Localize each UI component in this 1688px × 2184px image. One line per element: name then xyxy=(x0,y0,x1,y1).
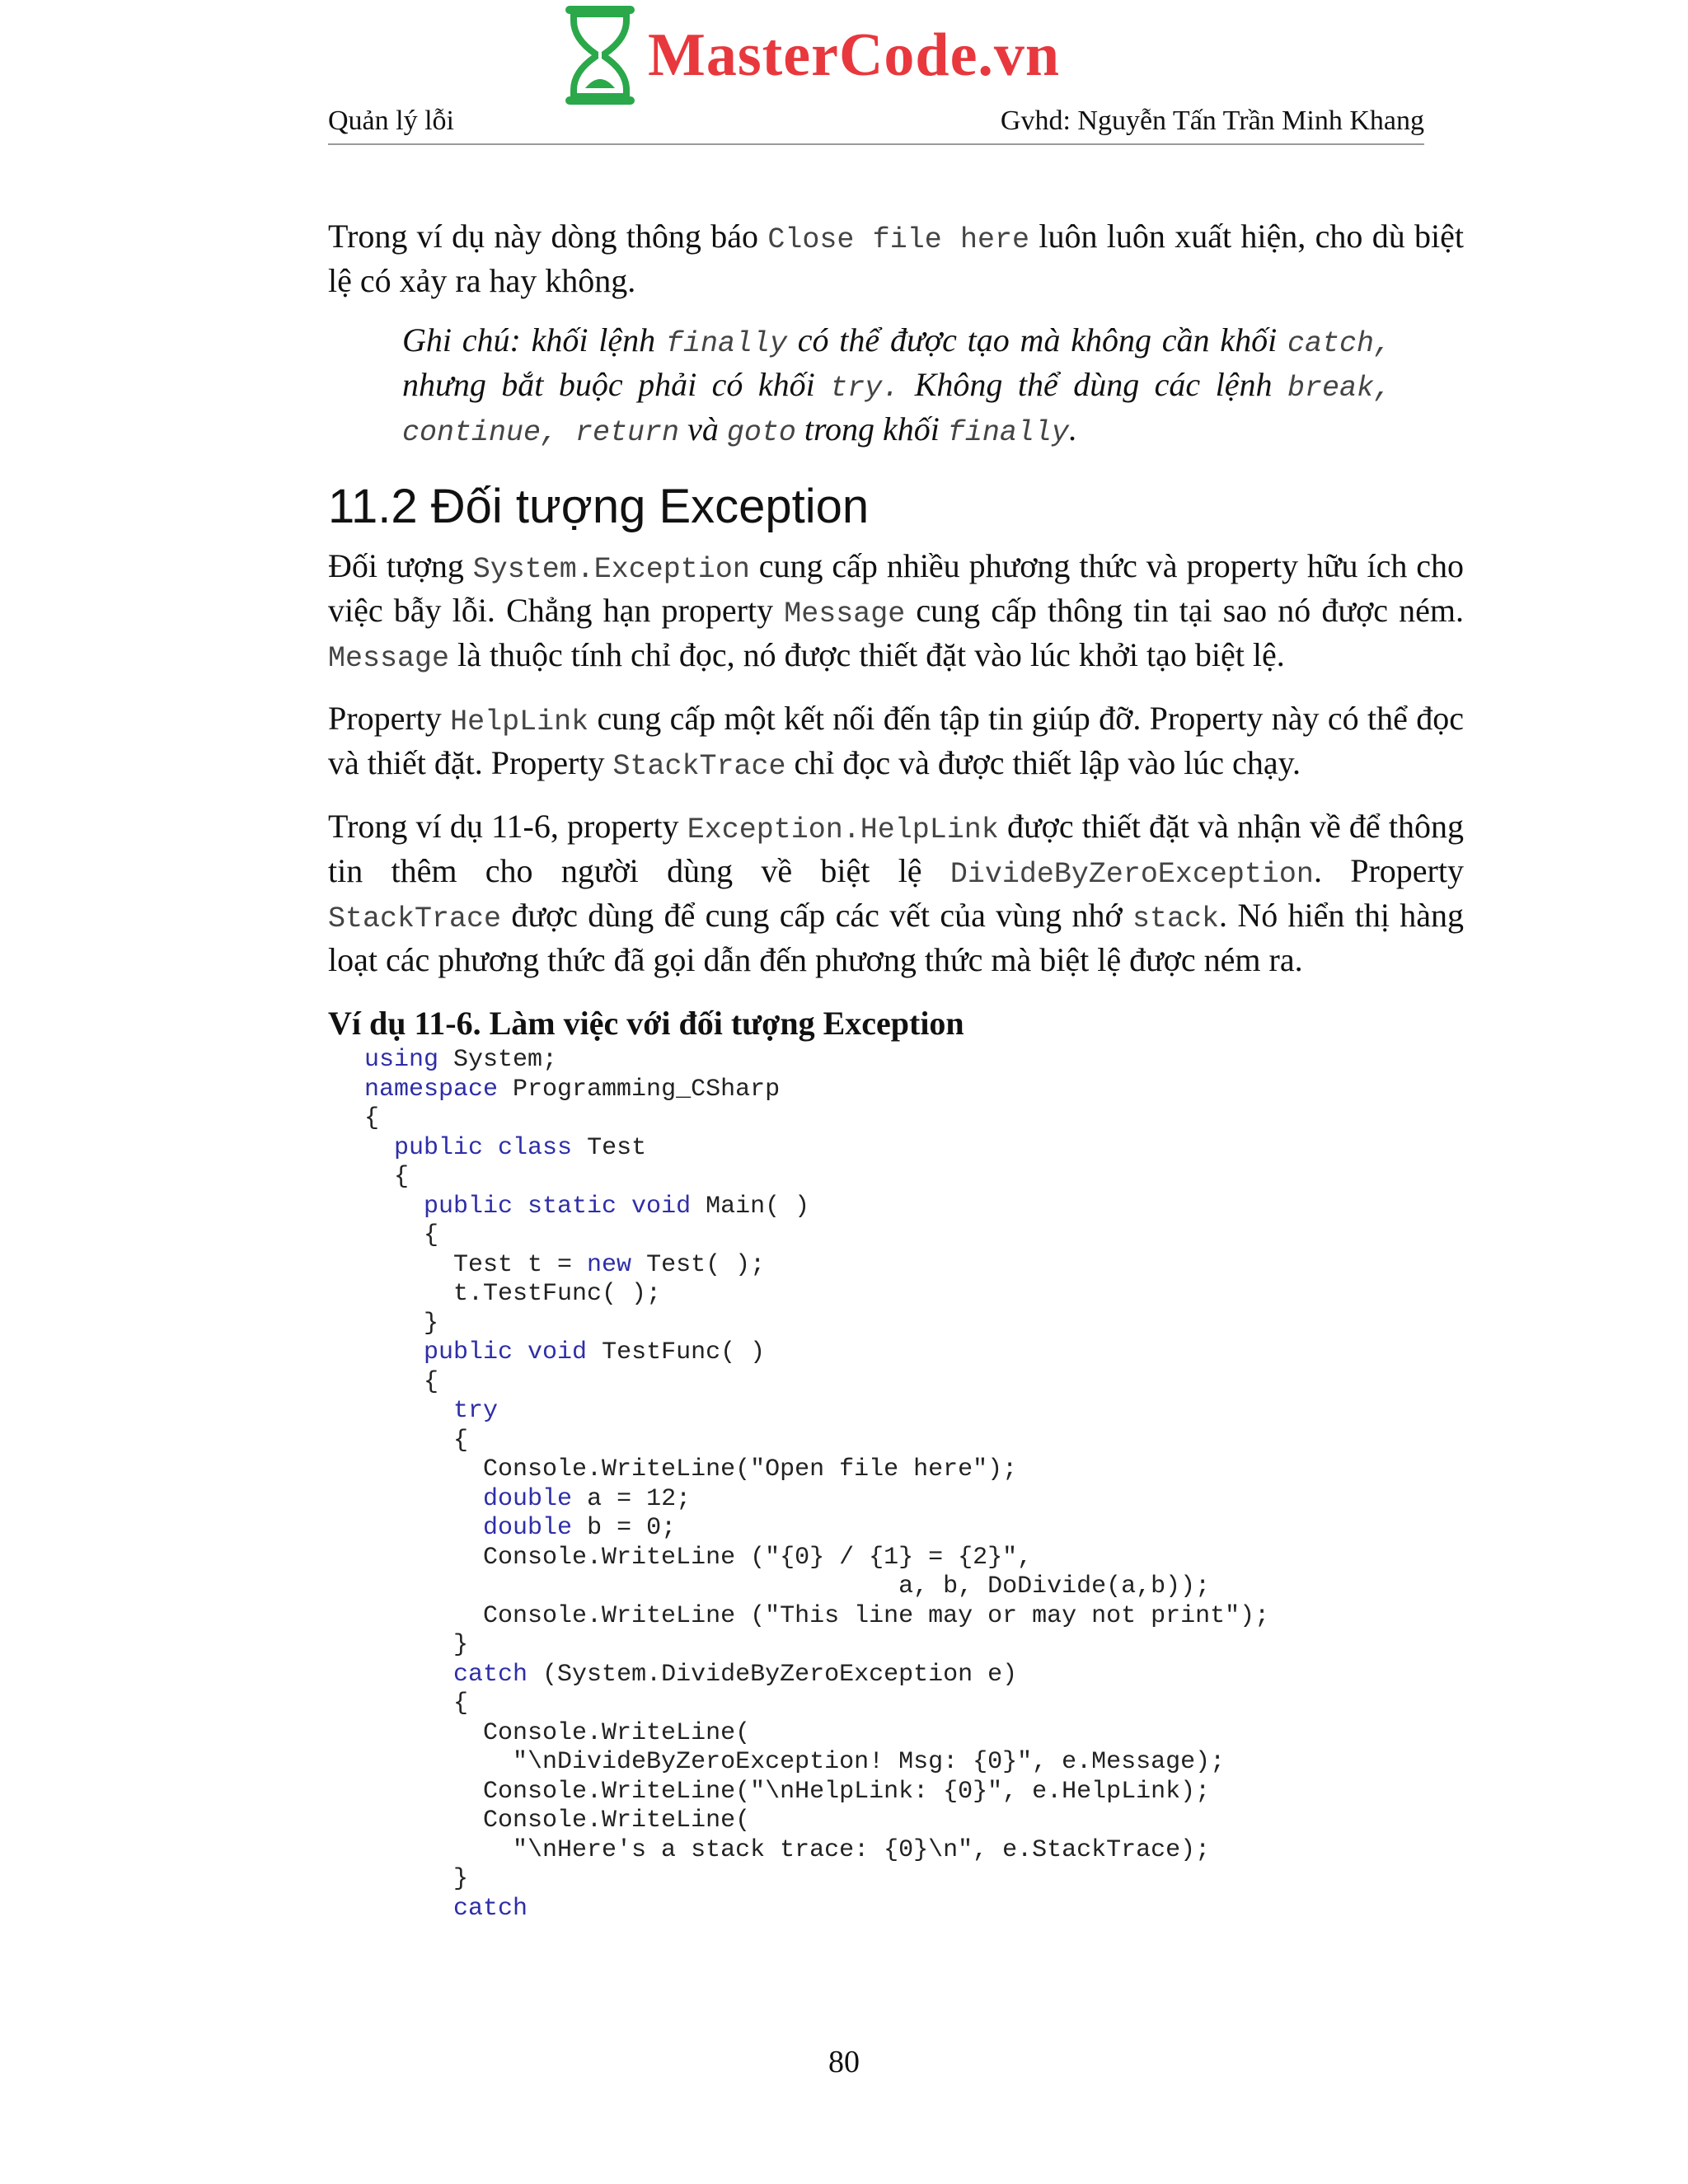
inline-code: Exception.HelpLink xyxy=(687,813,999,846)
code-text: Console.WriteLine( xyxy=(364,1718,751,1747)
code-text: "\nHere's a stack trace: {0}\n", e.StackTrace); xyxy=(364,1835,1211,1864)
text: cung cấp một kết nối đến tập tin giúp đỡ. Property này có thể đọc và thiết đặt. Property xyxy=(328,700,1464,781)
code-text xyxy=(364,1485,483,1513)
code-line xyxy=(364,1076,1464,1105)
code-line xyxy=(364,1046,1464,1076)
inline-code: stack xyxy=(1132,902,1219,935)
code-line xyxy=(364,1778,1464,1807)
code-text xyxy=(364,1661,453,1689)
text: được thiết đặt và nhận về để thông tin thêm cho người dùng về biệt lệ xyxy=(328,808,1464,889)
code-text: "\nDivideByZeroException! Msg: {0}", e.Message); xyxy=(364,1748,1226,1776)
code-line xyxy=(364,1338,1464,1368)
inline-code: try. xyxy=(830,372,900,405)
inline-code: DivideByZeroException xyxy=(950,858,1314,891)
text: Trong ví dụ này dòng thông báo xyxy=(328,218,768,255)
code-line xyxy=(364,1690,1464,1719)
code-text: { xyxy=(364,1426,469,1455)
code-line xyxy=(364,1485,1464,1515)
code-text: a, b, DoDivide(a,b)); xyxy=(364,1572,1211,1601)
code-text xyxy=(364,1134,394,1162)
code-keyword: public static void xyxy=(424,1192,692,1221)
text: Không thể dùng các lệnh xyxy=(899,366,1287,403)
paragraph-3 xyxy=(328,806,1464,980)
text: nhưng bắt buộc phải có khối xyxy=(402,366,831,403)
inline-code: HelpLink xyxy=(450,705,589,738)
code-line xyxy=(364,1455,1464,1485)
code-line xyxy=(364,1572,1464,1602)
code-line xyxy=(364,1104,1464,1134)
text: . Nó hiển thị hàng loạt các phương thức đã gọi dẫn đến phương thức mà biệt lệ được ném ra. xyxy=(328,897,1465,978)
text: và xyxy=(679,410,727,448)
code-text: (System.DivideByZeroException e) xyxy=(528,1660,1018,1689)
code-text xyxy=(364,1338,424,1366)
code-line xyxy=(364,1719,1464,1749)
code-line xyxy=(364,1661,1464,1690)
paragraph-1 xyxy=(328,546,1464,679)
text: . xyxy=(1068,410,1077,448)
text: . Property xyxy=(1313,852,1464,889)
inline-code: StackTrace xyxy=(328,902,502,935)
text: Property xyxy=(328,700,451,737)
code-text: { xyxy=(364,1690,469,1718)
code-line xyxy=(364,1397,1464,1427)
code-keyword: public class xyxy=(394,1133,573,1162)
code-line xyxy=(364,1748,1464,1778)
code-text: { xyxy=(364,1163,410,1191)
text: Đối tượng xyxy=(328,547,473,584)
code-listing xyxy=(364,1046,1464,1924)
code-text: Test xyxy=(572,1133,647,1162)
inline-code: Close file here xyxy=(767,223,1030,256)
intro-paragraph xyxy=(328,216,1464,301)
code-line xyxy=(364,1368,1464,1398)
code-text: { xyxy=(364,1367,439,1396)
inline-code: break, continue, return xyxy=(402,372,1392,449)
code-line xyxy=(364,1807,1464,1836)
code-text: { xyxy=(364,1221,439,1249)
inline-code: finally xyxy=(947,416,1069,449)
code-line xyxy=(364,1427,1464,1456)
code-line xyxy=(364,1193,1464,1222)
text: chỉ đọc và được thiết lập vào lúc chạy. xyxy=(785,744,1301,781)
code-text xyxy=(364,1895,453,1923)
inline-code: catch, xyxy=(1287,327,1391,360)
code-text xyxy=(364,1193,424,1221)
header-author: Gvhd: Nguyễn Tấn Trần Minh Khang xyxy=(1000,105,1424,136)
code-line xyxy=(364,1280,1464,1310)
inline-code: Message xyxy=(784,598,906,630)
code-line xyxy=(364,1251,1464,1281)
code-line xyxy=(364,1602,1464,1632)
code-text: Test t = xyxy=(364,1250,588,1279)
code-line xyxy=(364,1514,1464,1544)
page-number: 80 xyxy=(828,2045,860,2079)
text: Trong ví dụ 11-6, property xyxy=(328,808,687,845)
logo xyxy=(560,2,1060,109)
code-text: Console.WriteLine ("{0} / {1} = {2}", xyxy=(364,1543,1033,1572)
code-text: Console.WriteLine ("This line may or may not print"); xyxy=(364,1601,1270,1630)
text: cung cấp thông tin tại sao nó được ném. xyxy=(905,592,1465,629)
text: luôn luôn xuất hiện, cho dù biệt lệ có xảy ra hay không. xyxy=(328,218,1464,299)
section-heading: 11.2 Đối tượng Exception xyxy=(328,480,870,533)
code-keyword: double xyxy=(483,1514,573,1542)
code-text: } xyxy=(364,1631,469,1659)
code-keyword: namespace xyxy=(364,1075,499,1104)
inline-code: Message xyxy=(328,642,450,675)
code-text: { xyxy=(364,1104,380,1132)
code-keyword: new xyxy=(587,1250,632,1279)
inline-code: StackTrace xyxy=(612,750,786,783)
inline-code: System.Exception xyxy=(472,553,750,586)
code-line xyxy=(364,1631,1464,1661)
code-text: t.TestFunc( ); xyxy=(364,1280,662,1308)
code-text: Main( ) xyxy=(691,1192,810,1221)
example-title: Ví dụ 11-6. Làm việc với đối tượng Exception xyxy=(328,1005,964,1042)
code-text xyxy=(364,1514,483,1542)
text: trong khối xyxy=(795,410,948,448)
code-line xyxy=(364,1163,1464,1193)
paragraph-2 xyxy=(328,698,1464,787)
header-chapter: Quản lý lỗi xyxy=(328,105,454,136)
inline-code: goto xyxy=(726,416,796,449)
code-line xyxy=(364,1221,1464,1251)
code-keyword: public void xyxy=(424,1338,588,1366)
code-text: Console.WriteLine( xyxy=(364,1807,751,1835)
code-keyword: using xyxy=(364,1046,439,1074)
code-line xyxy=(364,1134,1464,1164)
code-text: Test( ); xyxy=(631,1250,766,1279)
code-keyword: catch xyxy=(453,1894,528,1923)
code-text: Console.WriteLine("Open file here"); xyxy=(364,1455,1018,1483)
code-line xyxy=(364,1836,1464,1866)
code-text: } xyxy=(364,1309,439,1338)
code-text: a = 12; xyxy=(572,1484,692,1513)
text: là thuộc tính chỉ đọc, nó được thiết đặt vào lúc khởi tạo biệt lệ. xyxy=(449,636,1285,673)
code-line xyxy=(364,1865,1464,1895)
code-line xyxy=(364,1310,1464,1339)
code-text: Programming_CSharp xyxy=(498,1075,781,1104)
page-header xyxy=(328,105,1424,145)
code-text: System; xyxy=(438,1046,558,1074)
note-paragraph xyxy=(402,320,1391,453)
code-text: TestFunc( ) xyxy=(587,1338,766,1366)
text: Ghi chú: khối lệnh xyxy=(402,321,666,359)
logo-text: MasterCode.vn xyxy=(648,21,1061,89)
text: có thể được tạo mà không cần khối xyxy=(786,321,1287,359)
text: được dùng để cung cấp các vết của vùng nhớ xyxy=(501,897,1132,934)
code-text xyxy=(364,1397,453,1425)
code-keyword: double xyxy=(483,1484,573,1513)
code-line xyxy=(364,1544,1464,1573)
text: cung cấp nhiều phương thức và property hữu ích cho việc bẫy lỗi. Chẳng hạn property xyxy=(328,547,1464,629)
code-keyword: try xyxy=(453,1397,499,1425)
inline-code: finally xyxy=(665,327,787,360)
code-text: } xyxy=(364,1865,469,1893)
page-content xyxy=(328,216,1464,1924)
code-text: b = 0; xyxy=(572,1514,677,1542)
hourglass-icon xyxy=(560,2,640,108)
code-text: Console.WriteLine("\nHelpLink: {0}", e.HelpLink); xyxy=(364,1777,1211,1806)
code-line xyxy=(364,1895,1464,1924)
code-keyword: catch xyxy=(453,1660,528,1689)
